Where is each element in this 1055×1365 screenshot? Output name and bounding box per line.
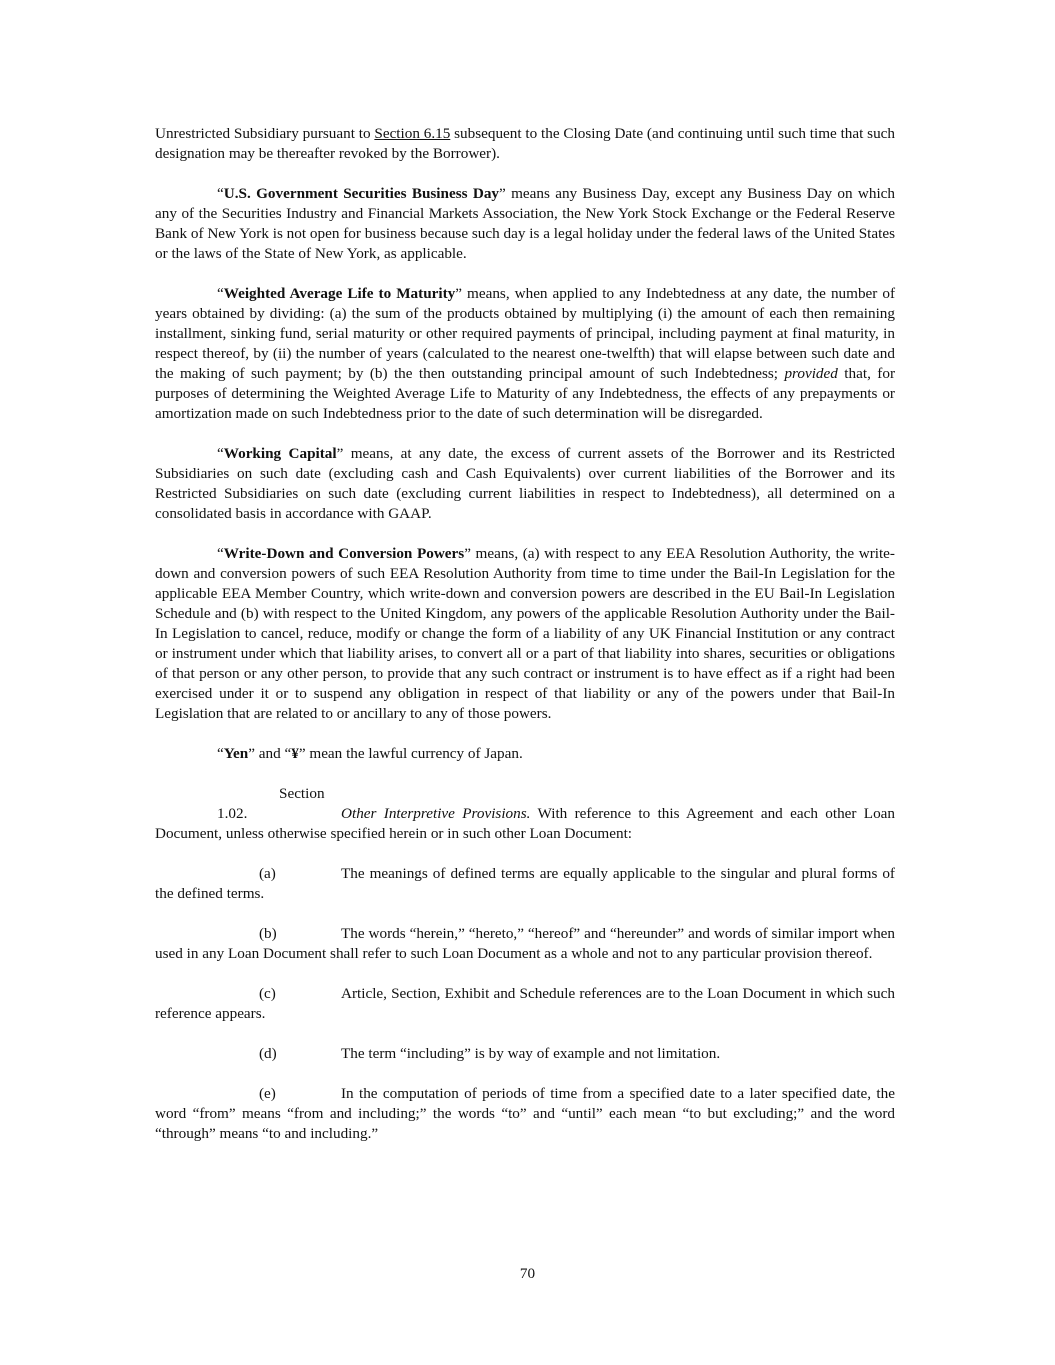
section-number: Section 1.02.	[217, 785, 325, 822]
item-label: (a)	[259, 865, 276, 882]
text: ” and “	[248, 745, 292, 762]
item-label: (b)	[259, 925, 277, 942]
list-item	[155, 924, 895, 964]
section-heading	[155, 784, 895, 844]
text: subsequent to the Closing Date (and continuing until such time that such designation may be thereafter revoked by the Borrower).	[155, 125, 895, 162]
paragraph-continuation	[155, 124, 895, 164]
item-label: (e)	[259, 1085, 276, 1102]
list-item	[155, 864, 895, 904]
definition-text: ” means, at any date, the excess of current assets of the Borrower and its Restricted Subsidiaries on such date (excluding cash and Cash Equivalents) over current liabilities of the Borrower and its Restricted Subsidiaries on such date (excluding current liabilities in respect to Indebtedness), all determined on a consolidated basis in accordance with GAAP.	[155, 445, 895, 522]
item-text: The words “herein,” “hereto,” “hereof” and “hereunder” and words of similar import when used in any Loan Document shall refer to such Loan Document as a whole and not to any particular provision thereof.	[155, 925, 895, 962]
definition-text: ” mean the lawful currency of Japan.	[298, 745, 523, 762]
item-text: The term “including” is by way of example and not limitation.	[341, 1045, 721, 1062]
section-reference: Section 6.15	[374, 125, 451, 142]
list-item	[155, 1044, 895, 1064]
definition-text: ” means any Business Day, except any Business Day on which any of the Securities Industry and Financial Markets Association, the New York Stock Exchange or the Federal Reserve Bank of New York is not open for business because such day is a legal holiday under the federal laws of the United States or the laws of the State of New York, as applicable.	[155, 185, 896, 262]
item-text: The meanings of defined terms are equally applicable to the singular and plural forms of the defined terms.	[155, 865, 895, 902]
defined-term: Working Capital	[223, 445, 337, 462]
definition-text: that, for purposes of determining the Weighted Average Life to Maturity of any Indebtedness, the effects of any prepayments or amortization made on such Indebtedness prior to the date of such determination will be disregarded.	[155, 365, 895, 422]
definition-text: ” means, (a) with respect to any EEA Resolution Authority, the write-down and conversion powers of such EEA Resolution Authority from time to time under the Bail-In Legislation for the applicable EEA Member Country, which write-down and conversion powers are described in the EU Bail-In Legislation Schedule and (b) with respect to the United Kingdom, any powers of the applicable Resolution Authority under the Bail-In Legislation to cancel, reduce, modify or change the form of a liability of any UK Financial Institution or any contract or instrument under which that liability arises, to convert all or a part of that liability into shares, securities or obligations of that person or any other person, to provide that any such contract or instrument is to have effect as if a right had been exercised under it or to suspend any obligation in respect of that liability or any of the powers under that Bail-In Legislation that are related to or ancillary to any of those powers.	[155, 545, 895, 722]
defined-term: Yen	[223, 745, 249, 762]
item-text: In the computation of periods of time from a specified date to a later specified date, the word “from” means “from and including;” the words “to” and “until” each mean “to but excluding;” and the word “through” means “to and including.”	[155, 1085, 895, 1142]
definition-text: ” means, when applied to any Indebtedness at any date, the number of years obtained by dividing: (a) the sum of the products obtained by multiplying (i) the amount of each then remaining installment, sinking fund, serial maturity or other required payments of principal, including payment at final maturity, in respect thereof, by (ii) the number of years (calculated to the nearest one-twelfth) that will elapse between such date and the making of such payment; by (b) the then outstanding principal amount of such Indebtedness;	[155, 285, 895, 382]
list-item	[155, 1084, 895, 1144]
section-title: Other Interpretive Provisions.	[341, 805, 531, 822]
definition-working-capital: “Working Capital” means, at any date, the excess of current assets of the Borrower and its Restricted Subsidiaries on such date (excluding cash and Cash Equivalents) over current liabilities of the Borrower and its Restricted Subsidiaries on such date (excluding current liabilities in respect to Indebtedness), all determined on a consolidated basis in accordance with GAAP.	[155, 445, 895, 522]
defined-term: Write-Down and Conversion Powers	[223, 545, 465, 562]
definition-write-down-powers: “Write-Down and Conversion Powers” means, (a) with respect to any EEA Resolution Authority, the write-down and conversion powers of such EEA Resolution Authority from time to time under the Bail-In Legislation for the applicable EEA Member Country, which write-down and conversion powers are described in the EU Bail-In Legislation Schedule and (b) with respect to the United Kingdom, any powers of the applicable Resolution Authority under the Bail-In Legislation to cancel, reduce, modify or change the form of a liability of any UK Financial Institution or any contract or instrument under which that liability arises, to convert all or a part of that liability into shares, securities or obligations of that person or any other person, to provide that any such contract or instrument is to have effect as if a right had been exercised under it or to suspend any obligation in respect of that liability or any of the powers under that Bail-In Legislation that are related to or ancillary to any of those powers.	[155, 545, 895, 722]
text: Unrestricted Subsidiary pursuant to	[155, 125, 375, 142]
defined-term: Weighted Average Life to Maturity	[223, 285, 456, 302]
defined-term: ¥	[291, 745, 299, 762]
section-text: With reference to this Agreement and each other Loan Document, unless otherwise specified herein or in such other Loan Document:	[155, 805, 896, 842]
page-number: 70	[519, 1265, 536, 1282]
definition-yen: “Yen” and “¥” mean the lawful currency of Japan.	[217, 745, 523, 762]
italic-term: provided	[784, 365, 838, 382]
item-label: (c)	[259, 985, 276, 1002]
item-text: Article, Section, Exhibit and Schedule references are to the Loan Document in which such reference appears.	[155, 985, 895, 1022]
definition-weighted-average-life: “Weighted Average Life to Maturity” means, when applied to any Indebtedness at any date, the number of years obtained by dividing: (a) the sum of the products obtained by multiplying (i) the amount of each then remaining installment, sinking fund, serial maturity or other required payments of principal, including payment at final maturity, in respect thereof, by (ii) the number of years (calculated to the nearest one-twelfth) that will elapse between such date and the making of such payment; by (b) the then outstanding principal amount of such Indebtedness; provided that, for purposes of determining the Weighted Average Life to Maturity of any Indebtedness, the effects of any prepayments or amortization made on such Indebtedness prior to the date of such determination will be disregarded.	[155, 285, 895, 422]
item-label: (d)	[259, 1045, 277, 1062]
defined-term: U.S. Government Securities Business Day	[223, 185, 500, 202]
document-page	[155, 124, 895, 1164]
list-item	[155, 984, 895, 1024]
definition-us-gov-securities-day: “U.S. Government Securities Business Day” means any Business Day, except any Business Day on which any of the Securities Industry and Financial Markets Association, the New York Stock Exchange or the Federal Reserve Bank of New York is not open for business because such day is a legal holiday under the federal laws of the United States or the laws of the State of New York, as applicable.	[155, 185, 896, 262]
